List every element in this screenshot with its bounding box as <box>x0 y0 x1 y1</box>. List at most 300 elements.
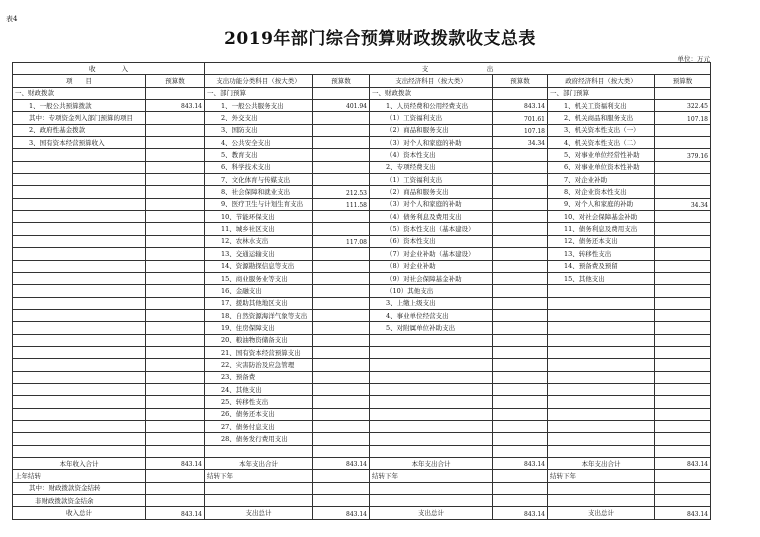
table-row <box>13 161 711 173</box>
table-row <box>13 186 711 198</box>
table-cell: 21、国有资本经营预算支出 <box>205 346 313 358</box>
table-cell: 14、资源勘探信息等支出 <box>205 260 313 272</box>
table-cell <box>13 334 146 346</box>
table-cell <box>548 322 655 334</box>
table-cell <box>313 420 370 432</box>
col-header-func: 支出功能分类科目（按大类） <box>205 75 313 87</box>
table-cell: 上年结转 <box>13 470 146 482</box>
table-cell <box>370 396 493 408</box>
table-cell: 6、科学技术支出 <box>205 161 313 173</box>
table-cell <box>493 285 548 297</box>
table-cell <box>370 408 493 420</box>
budget-table <box>12 62 711 520</box>
table-cell <box>146 260 205 272</box>
table-cell: 843.14 <box>655 507 711 519</box>
table-row <box>13 445 711 457</box>
table-cell <box>655 408 711 420</box>
table-cell: （1）工资福利支出 <box>370 112 493 124</box>
table-cell <box>13 235 146 247</box>
table-cell: 18、自然资源海洋气象等支出 <box>205 309 313 321</box>
table-cell <box>313 285 370 297</box>
table-cell <box>13 260 146 272</box>
table-cell <box>13 346 146 358</box>
table-cell <box>548 408 655 420</box>
table-cell <box>13 297 146 309</box>
group-header-row <box>13 63 711 75</box>
table-cell <box>13 420 146 432</box>
table-cell <box>655 297 711 309</box>
table-cell: 本年收入合计 <box>13 458 146 470</box>
table-cell: （9）对社会保障基金补助 <box>370 272 493 284</box>
table-cell: （10）其他支出 <box>370 285 493 297</box>
table-cell <box>548 297 655 309</box>
table-cell: 非财政拨款资金结余 <box>13 495 146 507</box>
table-cell: 11、城乡社区支出 <box>205 223 313 235</box>
income-group-header: 收 入 <box>13 63 205 75</box>
table-cell <box>13 211 146 223</box>
table-cell <box>146 470 205 482</box>
table-cell: 一、财政拨款 <box>370 87 493 99</box>
table-row <box>13 346 711 358</box>
table-cell <box>493 161 548 173</box>
table-cell: 15、商业服务业等支出 <box>205 272 313 284</box>
table-cell: 843.14 <box>655 458 711 470</box>
table-cell <box>13 198 146 210</box>
table-cell <box>493 149 548 161</box>
table-cell <box>493 87 548 99</box>
table-cell <box>13 371 146 383</box>
table-cell: 26、债务还本支出 <box>205 408 313 420</box>
table-cell <box>493 346 548 358</box>
table-cell <box>205 495 313 507</box>
table-cell: 10、节能环保支出 <box>205 211 313 223</box>
table-cell <box>146 309 205 321</box>
table-cell <box>13 272 146 284</box>
table-cell: 4、机关资本性支出（二） <box>548 137 655 149</box>
table-cell <box>313 433 370 445</box>
table-cell: 2、政府性基金拨款 <box>13 124 146 136</box>
table-row <box>13 396 711 408</box>
table-cell: （5）资本性支出（基本建设） <box>370 223 493 235</box>
table-cell <box>313 322 370 334</box>
table-cell <box>146 124 205 136</box>
table-cell <box>205 445 313 457</box>
table-cell <box>313 211 370 223</box>
table-cell: 1、一般公共服务支出 <box>205 100 313 112</box>
table-cell: 701.61 <box>493 112 548 124</box>
table-cell <box>146 137 205 149</box>
table-row <box>13 322 711 334</box>
table-cell <box>370 445 493 457</box>
table-cell <box>655 359 711 371</box>
table-row <box>13 124 711 136</box>
table-cell <box>548 346 655 358</box>
table-cell: 843.14 <box>146 507 205 519</box>
table-cell <box>146 198 205 210</box>
table-cell: 支出总计 <box>205 507 313 519</box>
table-cell: 16、金融支出 <box>205 285 313 297</box>
table-cell <box>205 482 313 494</box>
table-cell <box>146 495 205 507</box>
table-cell <box>146 322 205 334</box>
table-cell: 2、外交支出 <box>205 112 313 124</box>
table-cell <box>13 186 146 198</box>
table-cell <box>493 470 548 482</box>
table-row <box>13 223 711 235</box>
table-cell <box>313 272 370 284</box>
table-cell: 22、灾害防治及应急管理 <box>205 359 313 371</box>
col-header-budget3: 预算数 <box>493 75 548 87</box>
table-cell: 212.53 <box>313 186 370 198</box>
table-cell <box>313 223 370 235</box>
table-cell <box>313 334 370 346</box>
table-cell: 5、对事业单位经常性补助 <box>548 149 655 161</box>
table-row <box>13 371 711 383</box>
table-row <box>13 309 711 321</box>
table-cell <box>13 149 146 161</box>
page-title: 2019年部门综合预算财政拨款收支总表 <box>224 29 536 49</box>
table-cell <box>655 211 711 223</box>
table-cell: 111.58 <box>313 198 370 210</box>
table-row <box>13 211 711 223</box>
table-cell: 843.14 <box>493 100 548 112</box>
table-cell <box>13 383 146 395</box>
col-header-budget4: 预算数 <box>655 75 711 87</box>
table-cell <box>493 433 548 445</box>
table-row <box>13 248 711 260</box>
table-row <box>13 433 711 445</box>
table-cell <box>493 334 548 346</box>
table-cell: 13、转移性支出 <box>548 248 655 260</box>
table-cell <box>370 334 493 346</box>
table-cell: （2）商品和服务支出 <box>370 124 493 136</box>
table-cell: 5、对附属单位补助支出 <box>370 322 493 334</box>
table-cell <box>493 322 548 334</box>
table-cell <box>493 495 548 507</box>
table-cell: 28、债务发行费用支出 <box>205 433 313 445</box>
table-cell <box>146 371 205 383</box>
table-cell: 5、教育支出 <box>205 149 313 161</box>
table-cell <box>146 149 205 161</box>
table-cell <box>146 334 205 346</box>
table-cell <box>493 420 548 432</box>
table-cell <box>313 309 370 321</box>
table-cell <box>655 124 711 136</box>
table-cell <box>313 470 370 482</box>
table-cell <box>548 371 655 383</box>
table-cell <box>146 433 205 445</box>
table-cell <box>548 334 655 346</box>
table-cell: 7、文化体育与传媒支出 <box>205 174 313 186</box>
table-cell <box>493 383 548 395</box>
table-cell: 2、机关商品和服务支出 <box>548 112 655 124</box>
table-cell: （1）工资福利支出 <box>370 174 493 186</box>
table-cell <box>146 211 205 223</box>
table-cell <box>655 272 711 284</box>
col-header-item: 项 目 <box>13 75 146 87</box>
table-cell <box>655 223 711 235</box>
table-cell <box>313 260 370 272</box>
table-cell <box>655 433 711 445</box>
table-cell: 3、上缴上级支出 <box>370 297 493 309</box>
table-cell: 13、交通运输支出 <box>205 248 313 260</box>
table-cell: 结转下年 <box>205 470 313 482</box>
table-cell: 19、住房保障支出 <box>205 322 313 334</box>
table-row <box>13 383 711 395</box>
table-cell <box>146 174 205 186</box>
table-cell <box>548 309 655 321</box>
table-cell <box>655 445 711 457</box>
table-cell: 843.14 <box>493 507 548 519</box>
table-row <box>13 149 711 161</box>
column-header-row <box>13 75 711 87</box>
table-cell: 17、援助其他地区支出 <box>205 297 313 309</box>
table-cell: 一、财政拨款 <box>13 87 146 99</box>
table-cell <box>655 285 711 297</box>
table-cell <box>313 371 370 383</box>
col-header-gov: 政府经济科目（按大类） <box>548 75 655 87</box>
table-cell <box>493 198 548 210</box>
table-cell <box>548 359 655 371</box>
table-row <box>13 482 711 494</box>
table-cell <box>13 396 146 408</box>
table-cell <box>146 396 205 408</box>
table-cell <box>548 420 655 432</box>
table-cell <box>655 482 711 494</box>
table-cell <box>655 309 711 321</box>
table-cell <box>13 433 146 445</box>
table-cell <box>313 248 370 260</box>
table-cell <box>493 260 548 272</box>
table-row <box>13 297 711 309</box>
table-cell <box>493 174 548 186</box>
table-row <box>13 87 711 99</box>
table-cell <box>313 174 370 186</box>
table-row <box>13 112 711 124</box>
table-cell <box>493 297 548 309</box>
table-cell: 843.14 <box>313 458 370 470</box>
table-cell: 843.14 <box>493 458 548 470</box>
table-cell <box>548 495 655 507</box>
table-cell <box>13 408 146 420</box>
table-cell: 收入总计 <box>13 507 146 519</box>
table-cell <box>493 211 548 223</box>
table-cell: 本年支出合计 <box>205 458 313 470</box>
table-cell <box>313 396 370 408</box>
table-cell <box>146 420 205 432</box>
table-cell <box>313 445 370 457</box>
table-cell: 15、其他支出 <box>548 272 655 284</box>
table-cell <box>313 383 370 395</box>
table-cell <box>13 309 146 321</box>
table-cell <box>655 174 711 186</box>
table-cell: 107.18 <box>655 112 711 124</box>
table-cell <box>655 383 711 395</box>
table-cell <box>13 223 146 235</box>
table-cell <box>370 420 493 432</box>
table-body <box>13 87 711 519</box>
table-cell: 2、专项经费支出 <box>370 161 493 173</box>
table-cell <box>655 260 711 272</box>
table-cell: 9、医疗卫生与计划生育支出 <box>205 198 313 210</box>
table-cell <box>493 396 548 408</box>
table-cell: 24、其他支出 <box>205 383 313 395</box>
table-row <box>13 235 711 247</box>
table-cell <box>146 161 205 173</box>
table-cell: 4、公共安全支出 <box>205 137 313 149</box>
table-cell <box>655 186 711 198</box>
table-cell: （6）资本性支出 <box>370 235 493 247</box>
table-cell <box>313 495 370 507</box>
table-cell <box>146 223 205 235</box>
table-cell <box>493 359 548 371</box>
table-cell <box>548 445 655 457</box>
table-cell: 843.14 <box>146 458 205 470</box>
table-cell: 本年支出合计 <box>548 458 655 470</box>
table-cell: 12、债务还本支出 <box>548 235 655 247</box>
table-cell: 20、粮油物资储备支出 <box>205 334 313 346</box>
table-cell: 9、对个人和家庭的补助 <box>548 198 655 210</box>
table-cell <box>313 346 370 358</box>
table-cell: （4）资本性支出 <box>370 149 493 161</box>
table-cell <box>313 149 370 161</box>
table-cell <box>493 272 548 284</box>
table-cell: （3）对个人和家庭的补助 <box>370 198 493 210</box>
table-cell: 1、一般公共预算拨款 <box>13 100 146 112</box>
table-cell: 843.14 <box>146 100 205 112</box>
table-cell <box>13 174 146 186</box>
table-cell: 结转下年 <box>370 470 493 482</box>
col-header-budget2: 预算数 <box>313 75 370 87</box>
table-cell <box>13 445 146 457</box>
table-cell: 8、社会保障和就业支出 <box>205 186 313 198</box>
table-cell: 843.14 <box>313 507 370 519</box>
table-cell: （2）商品和服务支出 <box>370 186 493 198</box>
table-cell: 10、对社会保障基金补助 <box>548 211 655 223</box>
table-cell: 3、机关资本性支出（一） <box>548 124 655 136</box>
table-cell: 7、对企业补助 <box>548 174 655 186</box>
table-cell <box>493 309 548 321</box>
table-cell <box>146 445 205 457</box>
table-cell <box>370 433 493 445</box>
table-cell <box>655 346 711 358</box>
table-cell <box>655 334 711 346</box>
table-row <box>13 359 711 371</box>
table-cell: 其中：财政拨款资金结转 <box>13 482 146 494</box>
table-number: 表4 <box>6 15 18 23</box>
unit-label: 单位：万元 <box>677 55 710 63</box>
table-cell <box>370 371 493 383</box>
table-cell: 27、债务付息支出 <box>205 420 313 432</box>
table-cell <box>146 112 205 124</box>
table-cell: 34.34 <box>655 198 711 210</box>
table-cell <box>493 235 548 247</box>
table-cell <box>493 445 548 457</box>
table-cell <box>493 371 548 383</box>
table-cell <box>146 383 205 395</box>
table-row <box>13 470 711 482</box>
table-cell <box>146 186 205 198</box>
table-cell: 379.16 <box>655 149 711 161</box>
table-cell <box>146 346 205 358</box>
table-cell: 14、预备费及预留 <box>548 260 655 272</box>
table-cell: 117.08 <box>313 235 370 247</box>
table-cell <box>13 359 146 371</box>
table-cell: 6、对事业单位资本性补助 <box>548 161 655 173</box>
table-cell <box>655 87 711 99</box>
table-cell: 支出总计 <box>548 507 655 519</box>
table-cell: 322.45 <box>655 100 711 112</box>
table-cell: 3、国防支出 <box>205 124 313 136</box>
table-row <box>13 137 711 149</box>
table-cell: 1、机关工资福利支出 <box>548 100 655 112</box>
table-cell: 本年支出合计 <box>370 458 493 470</box>
table-cell: 3、国有资本经营预算收入 <box>13 137 146 149</box>
table-cell: （3）对个人和家庭的补助 <box>370 137 493 149</box>
table-cell <box>493 408 548 420</box>
table-cell <box>13 322 146 334</box>
table-cell <box>146 359 205 371</box>
table-cell <box>146 408 205 420</box>
table-row <box>13 285 711 297</box>
table-cell <box>313 87 370 99</box>
table-cell <box>548 383 655 395</box>
table-cell <box>370 482 493 494</box>
table-cell <box>146 87 205 99</box>
table-cell <box>655 420 711 432</box>
table-cell <box>146 248 205 260</box>
table-cell: 25、转移性支出 <box>205 396 313 408</box>
table-row <box>13 420 711 432</box>
table-row <box>13 507 711 519</box>
table-cell: 34.34 <box>493 137 548 149</box>
table-cell <box>493 482 548 494</box>
table-row <box>13 198 711 210</box>
table-cell: （4）债务利息及费用支出 <box>370 211 493 223</box>
table-row <box>13 334 711 346</box>
table-cell: 23、预备费 <box>205 371 313 383</box>
table-cell <box>13 248 146 260</box>
table-cell <box>655 137 711 149</box>
table-cell: 支出总计 <box>370 507 493 519</box>
table-row <box>13 458 711 470</box>
table-cell <box>146 272 205 284</box>
table-cell <box>13 285 146 297</box>
table-cell <box>548 396 655 408</box>
table-cell: 11、债务利息及费用支出 <box>548 223 655 235</box>
table-cell <box>493 223 548 235</box>
table-cell <box>370 383 493 395</box>
table-cell: 一、部门预算 <box>205 87 313 99</box>
table-cell <box>370 346 493 358</box>
table-cell <box>313 297 370 309</box>
table-cell <box>146 235 205 247</box>
table-row <box>13 272 711 284</box>
table-cell: 8、对企业资本性支出 <box>548 186 655 198</box>
table-cell <box>370 495 493 507</box>
table-cell: 一、部门预算 <box>548 87 655 99</box>
table-cell <box>548 482 655 494</box>
table-cell <box>313 137 370 149</box>
table-cell: 结转下年 <box>548 470 655 482</box>
table-cell <box>313 359 370 371</box>
table-cell <box>493 186 548 198</box>
table-cell: （8）对企业补助 <box>370 260 493 272</box>
table-row <box>13 100 711 112</box>
table-cell <box>655 396 711 408</box>
table-cell <box>313 112 370 124</box>
table-cell: 107.18 <box>493 124 548 136</box>
